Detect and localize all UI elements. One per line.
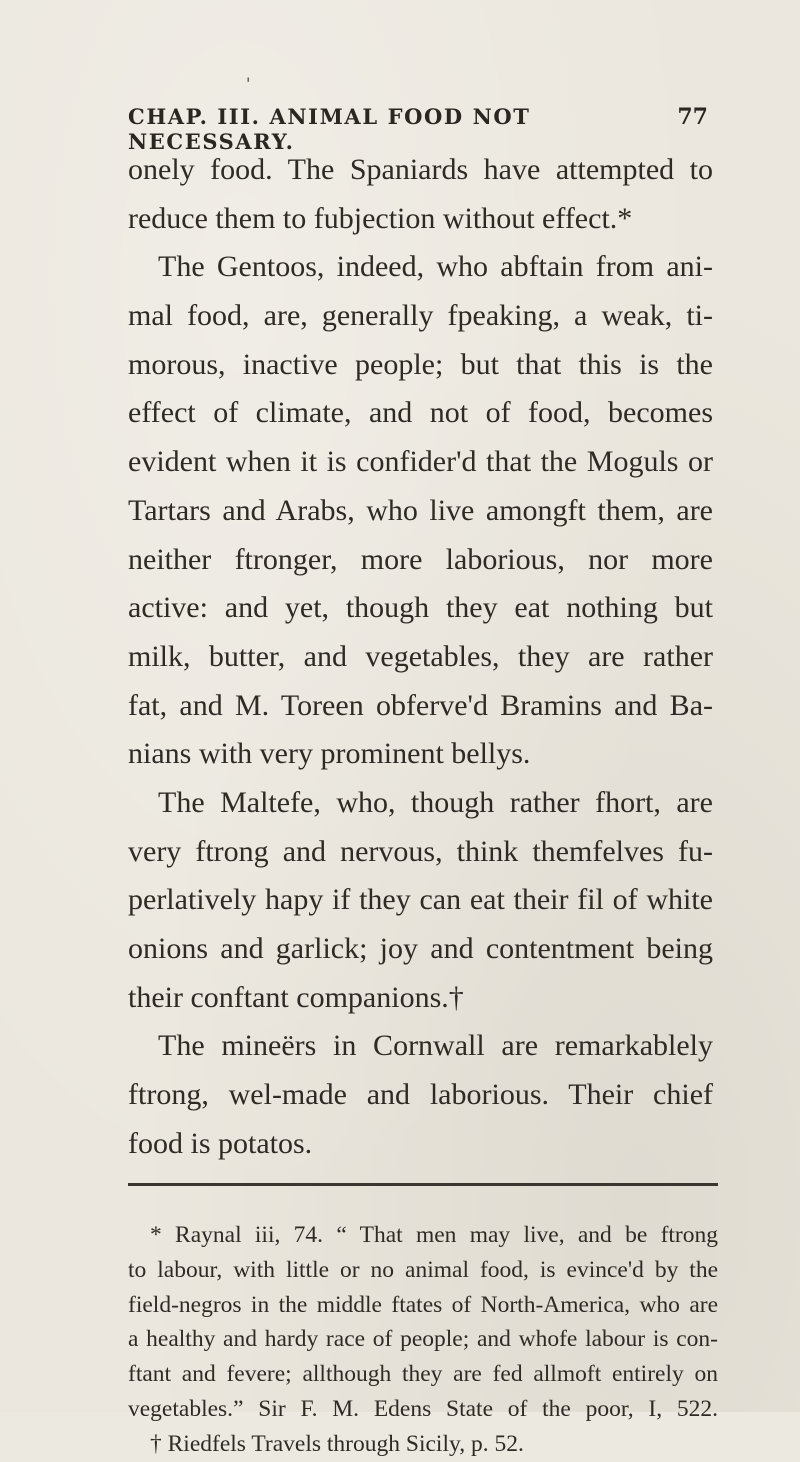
footnote-line: ftant and fevere; allthough they are fed allmoft entirely on [128,1361,718,1388]
text-line: their conftant companions.† [128,980,464,1014]
text-line: evident when it is confider'd that the Moguls or [128,445,713,479]
text-line: The mineërs in Cornwall are remarkablely [158,1029,713,1063]
footnote-rule [128,1183,718,1186]
text-line: reduce them to fubjection without effect.* [128,201,633,235]
text-line: effect of climate, and not of food, becomes [128,396,713,430]
chapter-heading: CHAP. III. ANIMAL FOOD NOT NECESSARY. [128,104,531,154]
text-line: The Maltefe, who, though rather fhort, are [158,785,713,819]
text-line: onely food. The Spaniards have attempted to [128,153,713,186]
text-line: active: and yet, though they eat nothing but [128,591,713,625]
text-line: Tartars and Arabs, who live amongft them, are [128,493,713,527]
page-number: 77 [677,104,708,130]
text-line: very ftrong and nervous, think themfelves fu- [128,834,713,868]
ink-speck: ' [246,74,251,93]
text-line: neither ftronger, more laborious, nor more [128,542,713,576]
text-line: mal food, are, generally fpeaking, a weak, ti- [128,299,713,333]
text-line: morous, inactive people; but that this is the [128,347,713,381]
footnote-line: † Riedfels Travels through Sicily, p. 52. [150,1430,524,1457]
footnote-line: vegetables.” Sir F. M. Edens State of the poor, I, 522. [128,1395,718,1422]
footnote-line: * Raynal iii, 74. “ That men may live, and be ftrong [150,1222,718,1248]
text-line: onions and garlick; joy and contentment being [128,932,713,965]
text-line: milk, butter, and vegetables, they are rather [128,639,713,673]
footnote-line: field-negros in the middle ftates of North-America, who are [128,1291,718,1318]
text-line: nians with very prominent bellys. [128,737,531,771]
footnotes [128,1218,718,1462]
text-line: fat, and M. Toreen obferve'd Bramins and Ba- [128,688,713,722]
footnote-line: to labour, with little or no animal food, is evince'd by the [128,1256,718,1283]
text-line: perlatively hapy if they can eat their fil of white [128,883,713,917]
text-line: ftrong, wel-made and laborious. Their chief [128,1078,713,1112]
body-text [128,146,713,1168]
text-line: The Gentoos, indeed, who abftain from ani- [158,250,713,284]
text-line: food is potatos. [128,1126,313,1160]
footnote-line: a healthy and hardy race of people; and whofe labour is con- [128,1326,718,1353]
